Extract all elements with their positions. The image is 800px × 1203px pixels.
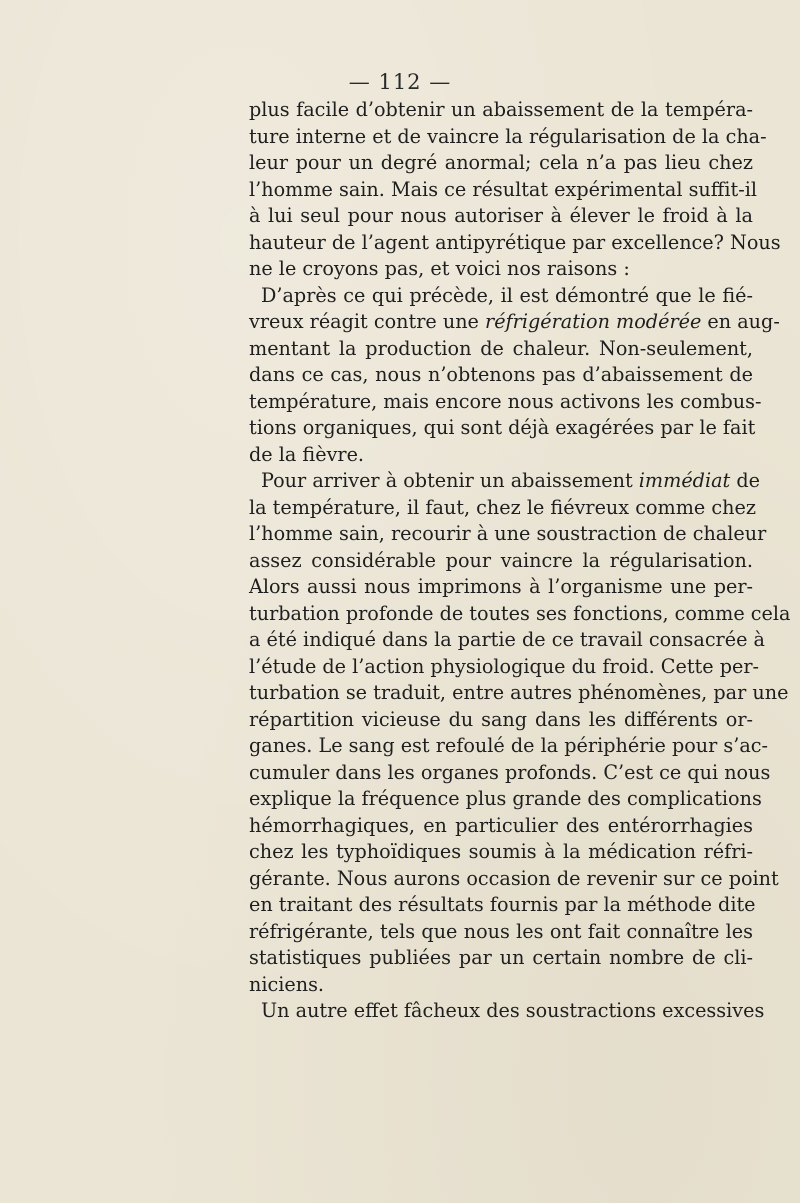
text-line: mentant la production de chaleur. Non-seulement, <box>249 336 753 360</box>
text-segment: de <box>730 469 760 492</box>
text-line: en traitant des résultats fournis par la méthode dite <box>249 893 756 916</box>
text-line: statistiques publiées par un certain nombre de cli- <box>249 946 753 969</box>
text-line: la température, il faut, chez le fiévreux comme chez <box>249 495 756 519</box>
text-line: gérante. Nous aurons occasion de revenir sur ce point <box>249 866 779 890</box>
text-line: température, mais encore nous activons les combus- <box>249 389 762 413</box>
text-line: Un autre effet fâcheux des soustractions excessives <box>261 999 765 1022</box>
text-line: l’homme sain, recourir à une soustraction de chaleur <box>249 522 767 545</box>
text-line: répartition vicieuse du sang dans les différents or- <box>249 707 753 731</box>
text-line: réfrigérante, tels que nous les ont fait connaître les <box>249 919 753 943</box>
text-line: a été indiqué dans la partie de ce travail consacrée à <box>249 628 765 651</box>
text-line: l’étude de l’action physiologique du froid. Cette per- <box>249 654 760 678</box>
text-line: l’homme sain. Mais ce résultat expérimental suffit-il <box>249 177 758 201</box>
text-line: D’après ce qui précède, il est démontré que le fié- <box>261 283 753 307</box>
text-line: de la fièvre. <box>249 442 365 466</box>
text-line: tions organiques, qui sont déjà exagérées par le fait <box>249 416 756 439</box>
text-line <box>249 468 760 495</box>
text-line: Alors aussi nous imprimons à l’organisme une per- <box>249 575 753 598</box>
text-line: hauteur de l’agent antipyrétique par excellence? Nous <box>249 230 781 254</box>
text-line: ne le croyons pas, et voici nos raisons : <box>249 257 630 280</box>
text-line: niciens. <box>249 972 325 996</box>
page-number: — 112 — <box>348 70 452 94</box>
text-line <box>249 309 780 336</box>
text-line: plus facile d’obtenir un abaissement de la tempéra- <box>249 98 753 121</box>
text-line: turbation profonde de toutes ses fonctions, comme cela <box>249 601 791 625</box>
text-line: chez les typhoïdiques soumis à la médication réfri- <box>249 840 753 863</box>
text-segment: Pour arriver à obtenir un abaissement <box>261 469 639 492</box>
text-line: ganes. Le sang est refoulé de la périphérie pour s’ac- <box>249 734 769 757</box>
body-text <box>249 97 791 1025</box>
text-line: leur pour un degré anormal; cela n’a pas lieu chez <box>249 151 753 174</box>
text-line: cumuler dans les organes profonds. C’est ce qui nous <box>249 760 771 784</box>
text-line: à lui seul pour nous autoriser à élever le froid à la <box>249 204 753 227</box>
text-line: hémorrhagiques, en particulier des entérorrhagies <box>249 813 753 837</box>
text-line: explique la fréquence plus grande des complications <box>249 787 762 810</box>
text-segment: en aug- <box>701 310 780 333</box>
italic-phrase: immédiat <box>638 469 731 492</box>
italic-phrase: réfrigération modérée <box>485 310 702 333</box>
text-line: assez considérable pour vaincre la régularisation. <box>249 548 753 572</box>
text-line: dans ce cas, nous n’obtenons pas d’abaissement de <box>249 363 753 386</box>
text-segment: vreux réagit contre une <box>249 310 486 333</box>
text-line: ture interne et de vaincre la régularisation de la cha- <box>249 124 767 148</box>
text-line: turbation se traduit, entre autres phénomènes, par une <box>249 681 789 704</box>
